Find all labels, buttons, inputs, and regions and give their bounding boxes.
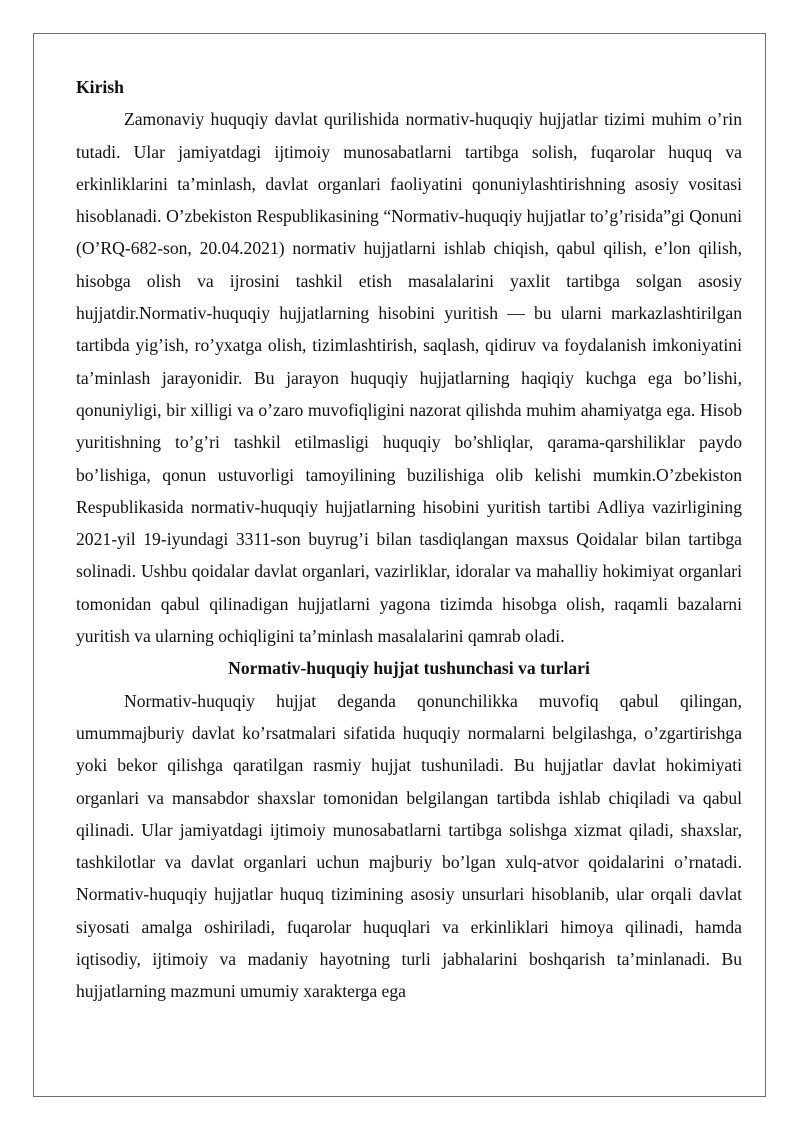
introduction-paragraph: Zamonaviy huquqiy davlat qurilishida normativ-huquqiy hujjatlar tizimi muhim o’rin tutadi. Ular jamiyatdagi ijtimoiy munosabatlarni tartibga solish, fuqarolar huquq va erkinliklarini ta’minlash, davlat organlari faoliyatini qonuniylashtirishning asosiy vositasi hisoblanadi. O’zbekiston Respublikasining “Normativ-huquqiy hujjatlar to’g’risida”gi Qonuni (O’RQ-682-son, 20.04.2021) normativ hujjatlarni ishlab chiqish, qabul qilish, e’lon qilish, hisobga olish va ijrosini tashkil etish masalalarini yaxlit tartibga solgan asosiy hujjatdir.Normativ-huquqiy hujjatlarning hisobini yuritish — bu ularni markazlashtirilgan tartibda yig’ish, ro’yxatga olish, tizimlashtirish, saqlash, qidiruv va foydalanish imkoniyatini ta’minlash jarayonidir. Bu jarayon huquqiy hujjatlarning haqiqiy kuchga ega bo’lishi, qonuniyligi, bir xilligi va o’zaro muvofiqligini nazorat qilishda muhim ahamiyatga ega. Hisob yuritishning to’g’ri tashkil etilmasligi huquqiy bo’shliqlar, qarama-qarshiliklar paydo bo’lishiga, qonun ustuvorligi tamoyilining buzilishiga olib kelishi mumkin.O’zbekiston Respublikasida normativ-huquqiy hujjatlarning hisobini yuritish tartibi Adliya vazirligining 2021-yil 19-iyundagi 3311-son buyrug’i bilan tasdiqlangan maxsus Qoidalar bilan tartibga solinadi. Ushbu qoidalar davlat organlari, vazirliklar, idoralar va mahalliy hokimiyat organlari tomonidan qabul qilinadigan hujjatlarni yagona tizimda hisobga olish, raqamli bazalarni yuritish va ularning ochiqligini ta’minlash masalalarini qamrab oladi. [76,109,742,647]
concept-paragraph: Normativ-huquqiy hujjat deganda qonunchilikka muvofiq qabul qilingan, umummajburiy davlat ko’rsatmalari sifatida huquqiy normalarni belgilashga, o’zgartirishga yoki bekor qilishga qaratilgan rasmiy hujjat tushuniladi. Bu hujjatlar davlat hokimiyati organlari va mansabdor shaxslar tomonidan belgilangan tartibda ishlab chiqiladi va qabul qilinadi. Ular jamiyatdagi ijtimoiy munosabatlarni tartibga solishga xizmat qiladi, shaxslar, tashkilotlar va davlat organlari uchun majburiy bo’lgan xulq-atvor qoidalarini o’rnatadi. Normativ-huquqiy hujjatlar huquq tizimining asosiy unsurlari hisoblanib, ular orqali davlat siyosati amalga oshiriladi, fuqarolar huquqlari va erkinliklari himoya qilinadi, hamda iqtisodiy, ijtimoiy va madaniy hayotning turli jabhalarini boshqarish ta’minlanadi. Bu hujjatlarning mazmuni umumiy xarakterga ega [76,690,742,1002]
document-body [76,71,742,1008]
section-heading-concept-and-types: Normativ-huquqiy hujjat tushunchasi va turlari [228,658,590,679]
section-heading-introduction: Kirish [76,77,124,97]
